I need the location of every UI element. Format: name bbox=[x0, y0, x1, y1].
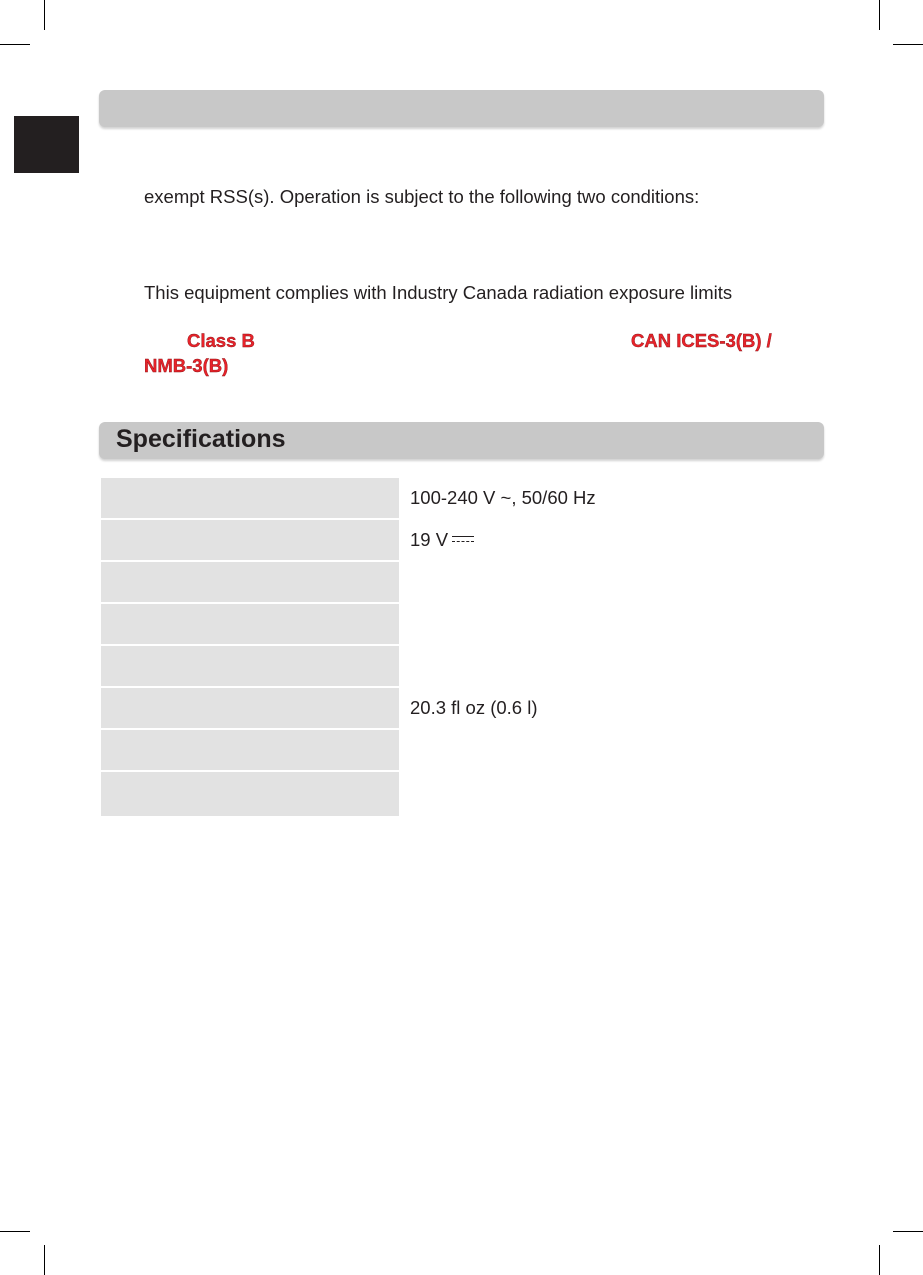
crop-mark bbox=[879, 0, 880, 30]
spec-value: 19 V bbox=[410, 529, 449, 550]
spec-value: 20.3 fl oz (0.6 l) bbox=[410, 697, 538, 718]
can-ices-label: CAN ICES-3(B) / bbox=[631, 330, 772, 351]
spec-label-cell bbox=[101, 772, 399, 816]
table-row bbox=[101, 646, 821, 688]
table-row bbox=[101, 604, 821, 646]
paragraph-text: exempt RSS(s). Operation is subject to the following two conditions: bbox=[144, 186, 700, 207]
language-side-tab bbox=[14, 116, 79, 173]
spec-label-cell bbox=[101, 688, 399, 728]
specifications-table bbox=[101, 478, 821, 816]
spec-label-cell bbox=[101, 646, 399, 686]
spec-label-cell bbox=[101, 520, 399, 560]
dc-current-icon bbox=[452, 535, 474, 545]
crop-mark bbox=[44, 1245, 45, 1275]
section-header-bar bbox=[99, 90, 824, 127]
crop-mark bbox=[893, 44, 923, 45]
spec-value: 100-240 V ~, 50/60 Hz bbox=[410, 487, 596, 508]
table-row bbox=[101, 688, 821, 730]
crop-mark bbox=[879, 1245, 880, 1275]
section-title: Specifications bbox=[116, 425, 286, 453]
nmb-label: NMB-3(B) bbox=[144, 355, 229, 376]
crop-mark bbox=[44, 0, 45, 30]
table-row bbox=[101, 562, 821, 604]
spec-label-cell bbox=[101, 562, 399, 602]
specifications-header bbox=[99, 422, 824, 459]
spec-value-cell bbox=[410, 529, 474, 551]
crop-mark bbox=[893, 1231, 923, 1232]
class-b-label: Class B bbox=[187, 330, 255, 351]
spec-label-cell bbox=[101, 478, 399, 518]
crop-mark bbox=[0, 44, 30, 45]
paragraph-text: This equipment complies with Industry Canada radiation exposure limits bbox=[144, 282, 733, 303]
spec-label-cell bbox=[101, 730, 399, 770]
table-row bbox=[101, 520, 821, 562]
table-row bbox=[101, 772, 821, 816]
table-row bbox=[101, 730, 821, 772]
crop-mark bbox=[0, 1231, 30, 1232]
table-row bbox=[101, 478, 821, 520]
spec-label-cell bbox=[101, 604, 399, 644]
